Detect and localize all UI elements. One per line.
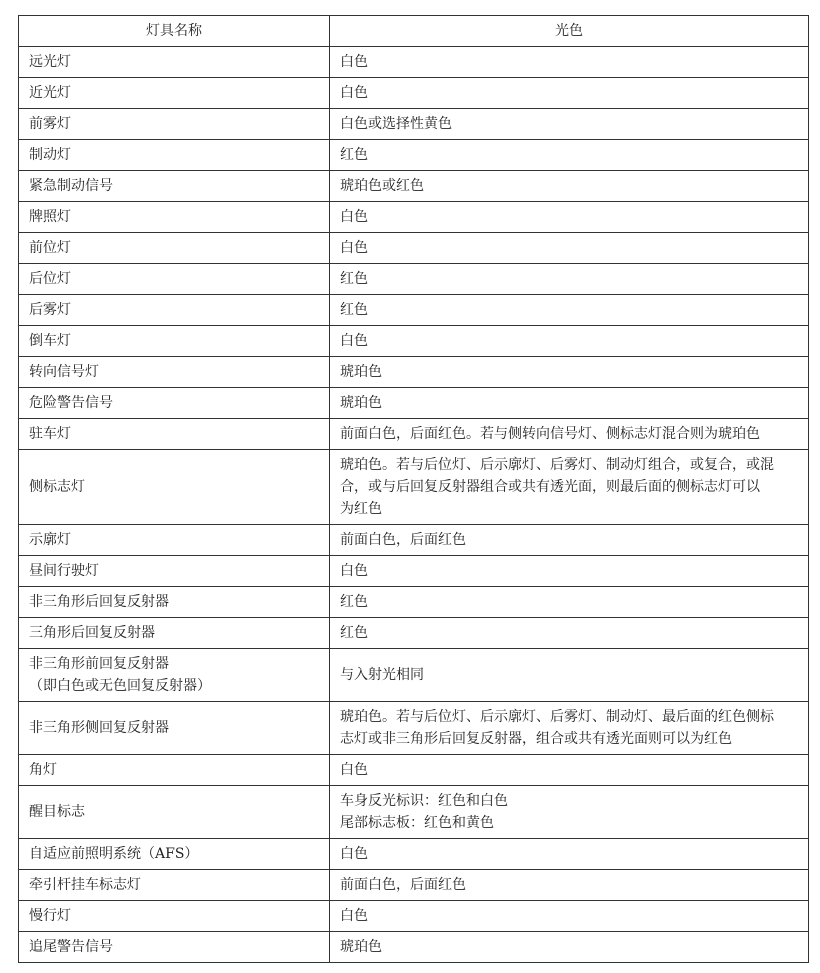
cell-lamp-name-line: 前位灯 <box>29 240 71 256</box>
table-row <box>19 525 809 556</box>
cell-light-color-line: 琥珀色 <box>340 395 382 411</box>
cell-lamp-name <box>19 450 330 525</box>
cell-lamp-name <box>19 587 330 618</box>
cell-lamp-name <box>19 264 330 295</box>
cell-lamp-name-line: 非三角形前回复反射器 <box>29 656 169 672</box>
cell-lamp-name <box>19 755 330 786</box>
cell-light-color <box>330 140 809 171</box>
cell-lamp-name-line: 远光灯 <box>29 54 71 70</box>
cell-light-color-line: 琥珀色或红色 <box>340 178 424 194</box>
cell-lamp-name <box>19 140 330 171</box>
table-row <box>19 357 809 388</box>
table-row <box>19 556 809 587</box>
cell-light-color <box>330 649 809 702</box>
cell-lamp-name-line: 示廓灯 <box>29 532 71 548</box>
cell-light-color-line: 白色 <box>340 846 368 862</box>
cell-light-color-line: 红色 <box>340 147 368 163</box>
cell-light-color-line: 前面白色，后面红色 <box>340 877 466 893</box>
table-row <box>19 295 809 326</box>
cell-light-color-line: 红色 <box>340 594 368 610</box>
table-row <box>19 450 809 525</box>
table-row <box>19 870 809 901</box>
cell-light-color-line: 为红色 <box>340 501 382 517</box>
cell-lamp-name-line: 牵引杆挂车标志灯 <box>29 877 141 893</box>
header-light-color: 光色 <box>330 16 809 47</box>
table-row <box>19 47 809 78</box>
cell-lamp-name <box>19 525 330 556</box>
cell-light-color-line: 白色 <box>340 209 368 225</box>
cell-lamp-name-line: 自适应前照明系统（AFS） <box>29 846 199 862</box>
cell-lamp-name-line: 前雾灯 <box>29 116 71 132</box>
table-row <box>19 901 809 932</box>
cell-lamp-name-line: 倒车灯 <box>29 333 71 349</box>
header-lamp-name: 灯具名称 <box>19 16 330 47</box>
cell-light-color <box>330 786 809 839</box>
table-row <box>19 839 809 870</box>
cell-light-color <box>330 264 809 295</box>
cell-light-color <box>330 326 809 357</box>
cell-lamp-name <box>19 702 330 755</box>
cell-lamp-name-line: 三角形后回复反射器 <box>29 625 155 641</box>
cell-lamp-name <box>19 870 330 901</box>
cell-light-color <box>330 109 809 140</box>
cell-light-color <box>330 202 809 233</box>
cell-light-color-line: 琥珀色。若与后位灯、后示廓灯、后雾灯、制动灯、最后面的红色侧标 <box>340 709 774 725</box>
cell-light-color-line: 白色 <box>340 563 368 579</box>
cell-lamp-name <box>19 419 330 450</box>
table-row <box>19 78 809 109</box>
lamp-color-table-container <box>18 15 808 963</box>
lamp-color-table <box>18 15 809 963</box>
table-row <box>19 140 809 171</box>
cell-lamp-name <box>19 233 330 264</box>
cell-light-color <box>330 870 809 901</box>
table-body <box>19 47 809 963</box>
cell-lamp-name-line: 角灯 <box>29 762 57 778</box>
cell-light-color-line: 红色 <box>340 625 368 641</box>
cell-light-color <box>330 702 809 755</box>
cell-light-color-line: 白色 <box>340 85 368 101</box>
cell-lamp-name <box>19 649 330 702</box>
table-row <box>19 755 809 786</box>
cell-lamp-name <box>19 388 330 419</box>
table-row <box>19 587 809 618</box>
cell-lamp-name <box>19 357 330 388</box>
cell-light-color <box>330 47 809 78</box>
cell-lamp-name <box>19 556 330 587</box>
cell-lamp-name-line: 紧急制动信号 <box>29 178 113 194</box>
cell-lamp-name-line: 转向信号灯 <box>29 364 99 380</box>
cell-light-color-line: 白色 <box>340 908 368 924</box>
cell-light-color <box>330 932 809 963</box>
cell-lamp-name <box>19 901 330 932</box>
table-row <box>19 171 809 202</box>
cell-lamp-name-line: （即白色或无色回复反射器） <box>29 678 211 694</box>
cell-lamp-name-line: 近光灯 <box>29 85 71 101</box>
cell-lamp-name <box>19 295 330 326</box>
cell-light-color <box>330 295 809 326</box>
cell-light-color <box>330 839 809 870</box>
table-row <box>19 419 809 450</box>
cell-light-color-line: 琥珀色 <box>340 364 382 380</box>
cell-light-color <box>330 755 809 786</box>
cell-light-color <box>330 419 809 450</box>
table-row <box>19 786 809 839</box>
table-row <box>19 702 809 755</box>
cell-light-color-line: 白色或选择性黄色 <box>340 116 452 132</box>
cell-lamp-name-line: 后位灯 <box>29 271 71 287</box>
table-row <box>19 202 809 233</box>
cell-light-color <box>330 78 809 109</box>
table-row <box>19 326 809 357</box>
cell-lamp-name <box>19 47 330 78</box>
cell-lamp-name-line: 驻车灯 <box>29 426 71 442</box>
cell-light-color <box>330 556 809 587</box>
cell-lamp-name-line: 昼间行驶灯 <box>29 563 99 579</box>
cell-lamp-name-line: 慢行灯 <box>29 908 71 924</box>
table-row <box>19 932 809 963</box>
cell-lamp-name-line: 追尾警告信号 <box>29 939 113 955</box>
cell-light-color <box>330 233 809 264</box>
cell-light-color <box>330 587 809 618</box>
cell-light-color <box>330 618 809 649</box>
cell-light-color <box>330 450 809 525</box>
cell-lamp-name-line: 后雾灯 <box>29 302 71 318</box>
table-row <box>19 618 809 649</box>
cell-lamp-name <box>19 839 330 870</box>
cell-lamp-name <box>19 78 330 109</box>
cell-light-color-line: 前面白色，后面红色 <box>340 532 466 548</box>
cell-lamp-name <box>19 171 330 202</box>
table-row <box>19 264 809 295</box>
cell-light-color-line: 白色 <box>340 762 368 778</box>
table-row <box>19 649 809 702</box>
table-row <box>19 109 809 140</box>
cell-light-color <box>330 171 809 202</box>
cell-lamp-name <box>19 109 330 140</box>
cell-lamp-name-line: 制动灯 <box>29 147 71 163</box>
cell-lamp-name-line: 侧标志灯 <box>29 479 85 495</box>
cell-lamp-name <box>19 932 330 963</box>
cell-lamp-name-line: 非三角形后回复反射器 <box>29 594 169 610</box>
cell-light-color-line: 志灯或非三角形后回复反射器，组合或共有透光面则可以为红色 <box>340 731 732 747</box>
cell-light-color-line: 红色 <box>340 302 368 318</box>
cell-light-color-line: 车身反光标识：红色和白色 <box>340 793 508 809</box>
cell-light-color-line: 合，或与后回复反射器组合或共有透光面，则最后面的侧标志灯可以 <box>340 479 760 495</box>
cell-light-color-line: 白色 <box>340 333 368 349</box>
table-row <box>19 233 809 264</box>
cell-light-color-line: 琥珀色。若与后位灯、后示廓灯、后雾灯、制动灯组合，或复合，或混 <box>340 457 774 473</box>
cell-lamp-name-line: 牌照灯 <box>29 209 71 225</box>
cell-light-color-line: 琥珀色 <box>340 939 382 955</box>
cell-light-color <box>330 901 809 932</box>
cell-lamp-name <box>19 786 330 839</box>
cell-light-color-line: 红色 <box>340 271 368 287</box>
cell-lamp-name <box>19 202 330 233</box>
cell-lamp-name-line: 醒目标志 <box>29 804 85 820</box>
cell-light-color-line: 白色 <box>340 240 368 256</box>
cell-light-color-line: 与入射光相同 <box>340 667 424 683</box>
cell-lamp-name <box>19 618 330 649</box>
cell-light-color <box>330 525 809 556</box>
cell-lamp-name-line: 非三角形侧回复反射器 <box>29 720 169 736</box>
cell-light-color-line: 前面白色，后面红色。若与侧转向信号灯、侧标志灯混合则为琥珀色 <box>340 426 760 442</box>
table-row <box>19 388 809 419</box>
cell-light-color-line: 尾部标志板：红色和黄色 <box>340 815 494 831</box>
cell-lamp-name-line: 危险警告信号 <box>29 395 113 411</box>
cell-light-color-line: 白色 <box>340 54 368 70</box>
cell-light-color <box>330 388 809 419</box>
cell-lamp-name <box>19 326 330 357</box>
cell-light-color <box>330 357 809 388</box>
table-header-row <box>19 16 809 47</box>
